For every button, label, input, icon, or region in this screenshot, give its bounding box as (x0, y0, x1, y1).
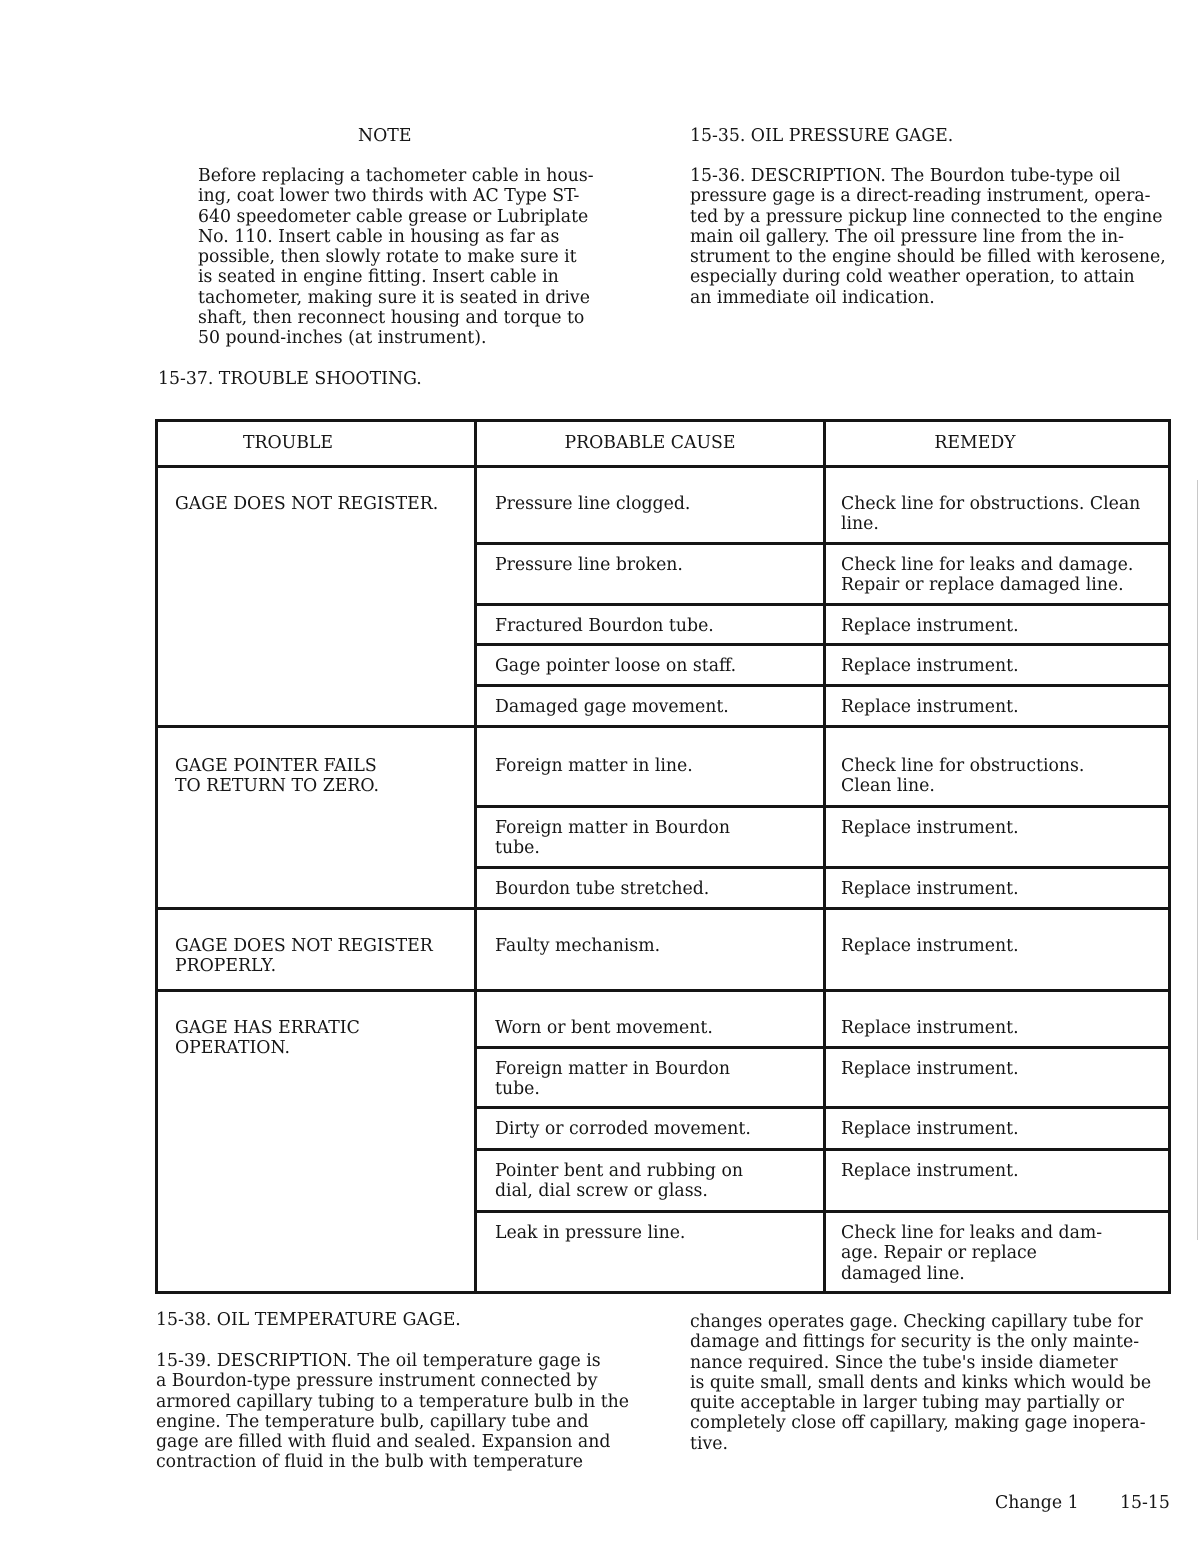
header-probable-cause: PROBABLE CAUSE (476, 421, 825, 467)
change-label: Change 1 (995, 1493, 1079, 1513)
table-row (157, 467, 1170, 544)
note-text: Before replacing a tachometer cable in hous- ing, coat lower two thirds with AC Type ST- 640 speedometer cable grease or Lubriplate No. 110. Insert cable in housing as far as possible, then slowly rotate to make sure it is seated in engine fitting. Insert cable in tachometer, making sure it is seated in drive shaft, then reconnect housing and torque to 50 pound-inches (at instrument). (198, 166, 594, 349)
cause-cell: Leak in pressure line. (476, 1212, 825, 1293)
remedy-cell: Replace instrument. (825, 605, 1170, 645)
table-row (157, 991, 1170, 1048)
cause-cell: Bourdon tube stretched. (476, 868, 825, 909)
cause-cell: Pressure line broken. (476, 544, 825, 605)
cause-cell: Gage pointer loose on staff. (476, 645, 825, 686)
trouble-cell: GAGE POINTER FAILS TO RETURN TO ZERO. (157, 727, 476, 909)
table-row (157, 727, 1170, 807)
cause-cell: Pointer bent and rubbing on dial, dial screw or glass. (476, 1150, 825, 1212)
cause-cell: Damaged gage movement. (476, 686, 825, 727)
section-15-35-heading: 15-35. OIL PRESSURE GAGE. (690, 126, 954, 146)
table-header-row (157, 421, 1170, 467)
cause-cell: Foreign matter in line. (476, 727, 825, 807)
remedy-cell: Replace instrument. (825, 686, 1170, 727)
section-15-37-heading: 15-37. TROUBLE SHOOTING. (158, 369, 422, 389)
section-15-38-heading: 15-38. OIL TEMPERATURE GAGE. (156, 1310, 461, 1330)
scan-edge-line (1197, 480, 1198, 1240)
note-heading: NOTE (358, 126, 412, 146)
remedy-cell: Check line for leaks and damage. Repair or replace damaged line. (825, 544, 1170, 605)
cause-cell: Pressure line clogged. (476, 467, 825, 544)
table-row (157, 909, 1170, 991)
remedy-cell: Replace instrument. (825, 1150, 1170, 1212)
remedy-cell: Check line for leaks and dam- age. Repair or replace damaged line. (825, 1212, 1170, 1293)
page-number: 15-15 (1120, 1493, 1170, 1513)
cause-cell: Dirty or corroded movement. (476, 1108, 825, 1150)
cause-cell: Foreign matter in Bourdon tube. (476, 1048, 825, 1108)
section-15-36-text: 15-36. DESCRIPTION. The Bourdon tube-type oil pressure gage is a direct-reading instrument, opera- ted by a pressure pickup line connected to the engine main oil gallery. The oil pressure line from the in- strument to the engine should be filled with kerosene, especially during cold weather operation, to attain an immediate oil indication. (690, 166, 1166, 308)
cause-cell: Fractured Bourdon tube. (476, 605, 825, 645)
remedy-cell: Replace instrument. (825, 807, 1170, 868)
section-15-39-text-left: 15-39. DESCRIPTION. The oil temperature gage is a Bourdon-type pressure instrument connected by armored capillary tubing to a temperature bulb in the engine. The temperature bulb, capillary tube and gage are filled with fluid and sealed. Expansion and contraction of fluid in the bulb with temperature (156, 1351, 630, 1473)
remedy-cell: Replace instrument. (825, 868, 1170, 909)
remedy-cell: Replace instrument. (825, 1108, 1170, 1150)
cause-cell: Worn or bent movement. (476, 991, 825, 1048)
remedy-cell: Check line for obstructions. Clean line. (825, 467, 1170, 544)
section-15-39-text-right: changes operates gage. Checking capillary tube for damage and fittings for security is the only mainte- nance required. Since the tube's inside diameter is quite small, small dents and kinks which would be quite acceptable in larger tubing may partially or completely close off capillary, making gage inopera- tive. (690, 1312, 1152, 1454)
header-trouble: TROUBLE (157, 421, 476, 467)
trouble-cell: GAGE DOES NOT REGISTER. (157, 467, 476, 727)
cause-cell: Foreign matter in Bourdon tube. (476, 807, 825, 868)
remedy-cell: Replace instrument. (825, 1048, 1170, 1108)
troubleshooting-table (155, 419, 1171, 1294)
remedy-cell: Check line for obstructions. Clean line. (825, 727, 1170, 807)
trouble-cell: GAGE HAS ERRATIC OPERATION. (157, 991, 476, 1293)
remedy-cell: Replace instrument. (825, 645, 1170, 686)
remedy-cell: Replace instrument. (825, 909, 1170, 991)
cause-cell: Faulty mechanism. (476, 909, 825, 991)
header-remedy: REMEDY (825, 421, 1170, 467)
trouble-cell: GAGE DOES NOT REGISTER PROPERLY. (157, 909, 476, 991)
remedy-cell: Replace instrument. (825, 991, 1170, 1048)
